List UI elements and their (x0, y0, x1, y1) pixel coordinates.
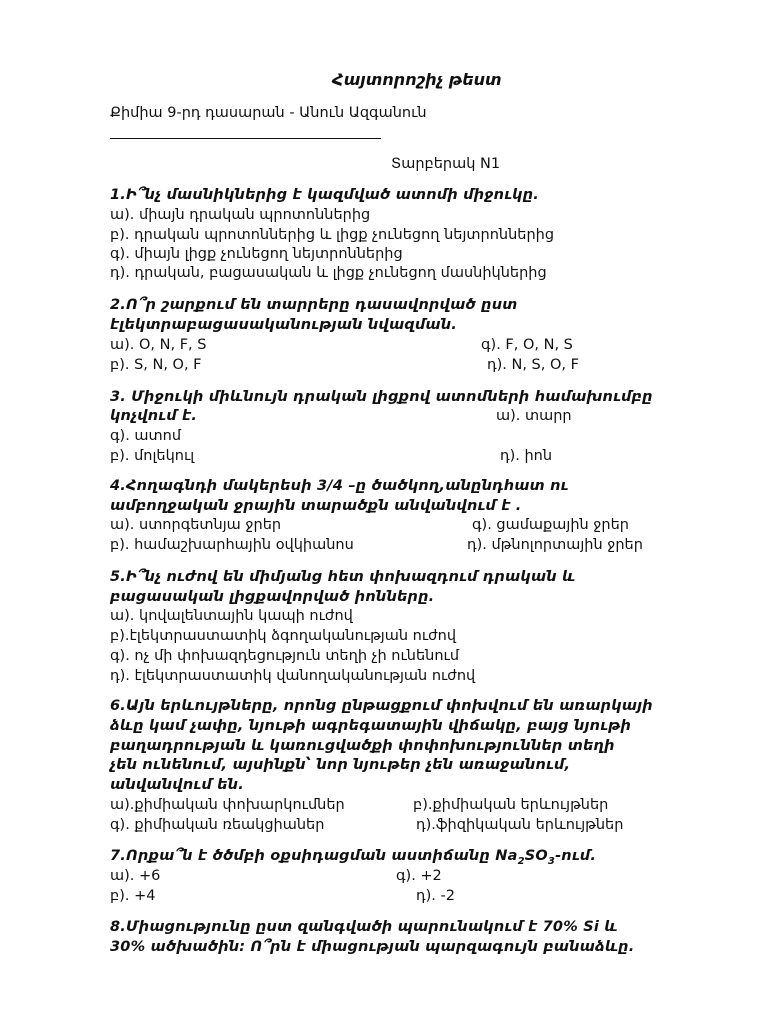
q3-option-a: ա). տարր (496, 408, 572, 424)
question-3-line-2: կոչվում է. (110, 408, 198, 424)
subtitle: Քիմիա 9-րդ դասարան - Անուն Ազգանուն (110, 105, 427, 121)
question-6-line-2: ձևը կամ չափը, նյութի ագրեգատային վիճակը, բայց նյութի (110, 718, 632, 734)
question-3-line-1: 3. Միջուկի միևնույն դրական լիցքով ատոմների համախումբը (110, 389, 653, 405)
q4-option-c: գ). ցամաքային ջրեր (472, 517, 630, 533)
question-7 (110, 846, 596, 866)
q6-option-d: դ).ֆիզիկական երևույթներ (416, 817, 624, 833)
q6-option-a: ա).քիմիական փոխարկումներ (110, 797, 345, 813)
q6-option-c: գ). քիմիական ռեակցիաներ (110, 817, 325, 833)
q3-option-c: գ). ատոմ (110, 428, 182, 444)
q7-subscript-2: 3 (547, 855, 556, 867)
question-8-line-2: 30% ածխածին: Ո՞րն է միացության պարզագույն բանաձևը. (110, 939, 635, 955)
q5-option-b: բ).էլեկտրաստատիկ ձգողականության ուժով (110, 628, 457, 644)
question-5-line-2: բացասական լիցքավորված իոնները. (110, 589, 435, 605)
q2-option-a: ա). O, N, F, S (110, 337, 207, 353)
question-2-line-1: 2.Ո՞ր շարքում են տարրերը դասավորված ըստ (110, 297, 518, 313)
q5-option-c: գ). ոչ մի փոխազդեցություն տեղի չի ունենում (110, 648, 460, 664)
question-6-line-1: 6.Այն երևույթները, որոնց ընթացքում փոխվում են առարկայի (110, 698, 653, 714)
q7-option-b: բ). +4 (110, 888, 156, 904)
q1-option-c: գ). միայն լիցք չունեցող նեյտրոններից (110, 246, 403, 262)
q7-option-c: գ). +2 (396, 868, 442, 884)
q4-option-a: ա). ստորգետնյա ջրեր (110, 517, 282, 533)
question-1: 1.Ի՞նչ մասնիկներից է կազմված ատոմի միջուկը. (110, 187, 539, 203)
question-4-line-1: 4.Հողագնդի մակերեսի 3/4 –ը ծածկող,անընդհատ ու (110, 478, 569, 494)
q2-option-d: դ). N, S, O, F (487, 357, 579, 373)
q5-option-d: դ). էլեկտրաստատիկ վանողականության ուժով (110, 668, 476, 684)
q7-subscript-1: 2 (517, 855, 525, 867)
page-title: Հայտորոշիչ թեստ (332, 70, 502, 89)
q3-option-b: բ). մոլեկուլ (110, 448, 195, 464)
q5-option-a: ա). կովալենտային կապի ուժով (110, 608, 353, 624)
question-5-line-1: 5.Ի՞նչ ուժով են միմյանց հետ փոխազդում դրական և (110, 569, 576, 585)
question-6-line-5: անվանվում են. (110, 777, 244, 793)
q7-text-end: -ում. (555, 848, 597, 864)
question-8-line-1: 8.Միացությունը ըստ զանգվածի պարունակում է 70% Si և (110, 919, 618, 935)
q1-option-a: ա). միայն դրական պրոտոններից (110, 207, 371, 223)
question-2-line-2: էլեկտրաբացասականության նվազման. (110, 317, 458, 333)
question-6-line-4: չեն ունենում, այսինքն՝ նոր նյութեր չեն առաջանում, (110, 757, 571, 773)
q7-text-start: 7.Որքա՞ն է ծծմբի օքսիդացման աստիճանը Na (110, 848, 518, 864)
q6-option-b: բ).քիմիական երևույթներ (413, 797, 609, 813)
q7-option-a: ա). +6 (110, 868, 161, 884)
q4-option-b: բ). համաշխարհային օվկիանոս (110, 537, 354, 553)
q2-option-b: բ). S, N, O, F (110, 357, 202, 373)
variant-label: Տարբերակ N1 (391, 156, 501, 172)
name-underline (110, 138, 381, 139)
q1-option-b: բ). դրական պրոտոններից և լիցք չունեցող նեյտրոններից (110, 227, 555, 243)
q1-option-d: դ). դրական, բացասական և լիցք չունեցող մասնիկներից (110, 265, 547, 281)
q3-option-d: դ). իոն (500, 448, 553, 464)
q7-text-mid: SO (524, 848, 548, 864)
question-4-line-2: ամբողջական ջրային տարածքն անվանվում է . (110, 498, 522, 514)
q4-option-d: դ). մթնոլորտային ջրեր (467, 537, 643, 553)
question-6-line-3: բաղադրության և կառուցվածքի փոփոխություններ տեղի (110, 738, 615, 754)
q2-option-c: գ). F, O, N, S (481, 337, 573, 353)
q7-option-d: դ). -2 (416, 888, 455, 904)
